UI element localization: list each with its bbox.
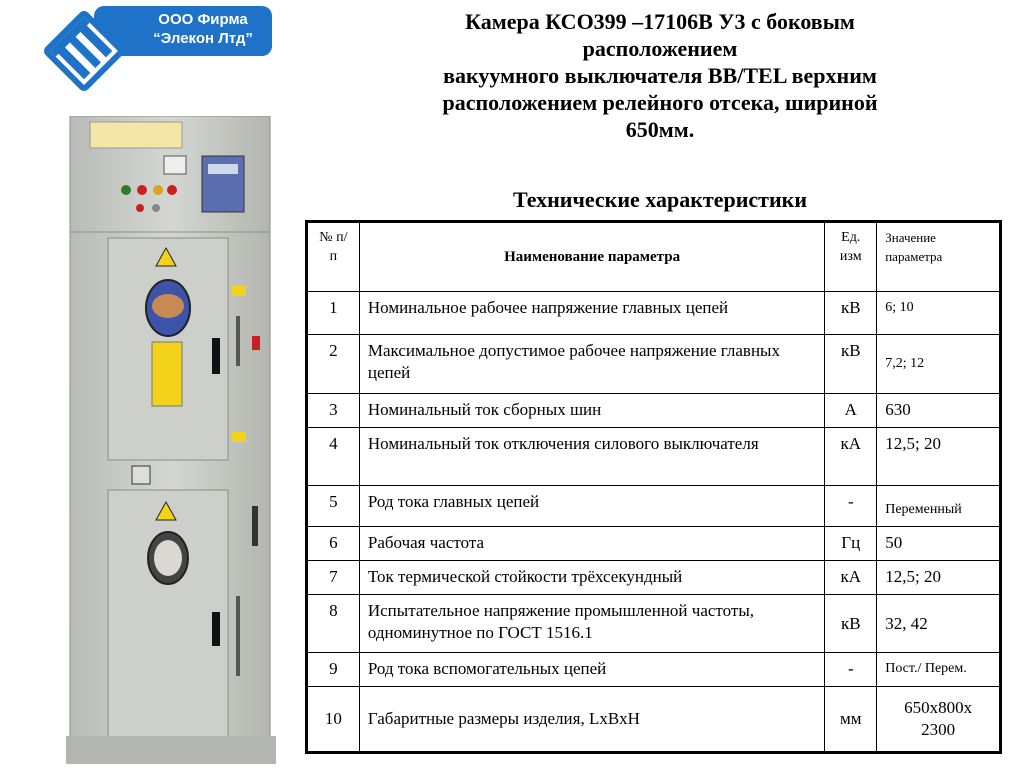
- table-row: [307, 653, 1001, 687]
- title-line: Камера КСО399 –17106В У3 с боковым: [465, 9, 855, 34]
- logo-line-1: ООО Фирма: [158, 11, 248, 28]
- section-subtitle: Технические характеристики: [512, 187, 808, 212]
- table-row: [307, 561, 1001, 595]
- table-header-row: [307, 222, 1001, 292]
- row-unit: кВ: [825, 335, 877, 394]
- table-row: [307, 486, 1001, 527]
- row-unit: А: [825, 394, 877, 428]
- row-unit: мм: [825, 687, 877, 753]
- row-num: 10: [307, 687, 360, 753]
- company-logo: [34, 4, 274, 98]
- table-row: [307, 394, 1001, 428]
- row-num: 1: [307, 292, 360, 335]
- row-name: Номинальный ток сборных шин: [359, 394, 824, 428]
- title-line: расположением релейного отсека, шириной: [442, 90, 878, 115]
- title-line: вакуумного выключателя ВВ/TEL верхним: [443, 63, 877, 88]
- row-num: 2: [307, 335, 360, 394]
- row-unit: -: [825, 653, 877, 687]
- row-unit: кА: [825, 561, 877, 595]
- row-unit: кА: [825, 428, 877, 486]
- row-num: 6: [307, 527, 360, 561]
- title-line: расположением: [582, 36, 738, 61]
- row-num: 5: [307, 486, 360, 527]
- row-name: Габаритные размеры изделия, LxBxH: [359, 687, 824, 753]
- row-value: 6; 10: [877, 292, 1001, 335]
- row-num: 7: [307, 561, 360, 595]
- row-unit: Гц: [825, 527, 877, 561]
- header-value: Значение параметра: [877, 222, 1001, 292]
- page-title: [360, 8, 960, 143]
- table-row: [307, 428, 1001, 486]
- row-name: Род тока главных цепей: [359, 486, 824, 527]
- row-num: 4: [307, 428, 360, 486]
- row-name: Номинальный ток отключения силового выключателя: [359, 428, 824, 486]
- row-name: Максимальное допустимое рабочее напряжение главных цепей: [359, 335, 824, 394]
- switchgear-cabinet-image: [66, 116, 276, 764]
- table-row: [307, 292, 1001, 335]
- row-name: Род тока вспомогательных цепей: [359, 653, 824, 687]
- row-value: 32, 42: [877, 595, 1001, 653]
- row-name: Испытательное напряжение промышленной частоты, одноминутное по ГОСТ 1516.1: [359, 595, 824, 653]
- row-unit: кВ: [825, 292, 877, 335]
- row-value: 630: [877, 394, 1001, 428]
- row-value: 650x800x 2300: [877, 687, 1001, 753]
- row-unit: -: [825, 486, 877, 527]
- specs-table: [305, 220, 1002, 754]
- header-name: Наименование параметра: [359, 222, 824, 292]
- row-value: 7,2; 12: [877, 335, 1001, 394]
- row-unit: кВ: [825, 595, 877, 653]
- header-unit: Ед. изм: [825, 222, 877, 292]
- table-row: [307, 595, 1001, 653]
- row-value: 50: [877, 527, 1001, 561]
- row-value: 12,5; 20: [877, 561, 1001, 595]
- table-row: [307, 687, 1001, 753]
- row-num: 9: [307, 653, 360, 687]
- row-name: Рабочая частота: [359, 527, 824, 561]
- row-name: Ток термической стойкости трёхсекундный: [359, 561, 824, 595]
- row-name: Номинальное рабочее напряжение главных цепей: [359, 292, 824, 335]
- row-value: 12,5; 20: [877, 428, 1001, 486]
- row-value: Пост./ Перем.: [877, 653, 1001, 687]
- row-value: Переменный: [877, 486, 1001, 527]
- table-row: [307, 527, 1001, 561]
- logo-line-2: “Элекон Лтд”: [153, 30, 253, 47]
- title-line: 650мм.: [625, 117, 695, 142]
- row-num: 3: [307, 394, 360, 428]
- header-num: № п/п: [307, 222, 360, 292]
- row-num: 8: [307, 595, 360, 653]
- table-row: [307, 335, 1001, 394]
